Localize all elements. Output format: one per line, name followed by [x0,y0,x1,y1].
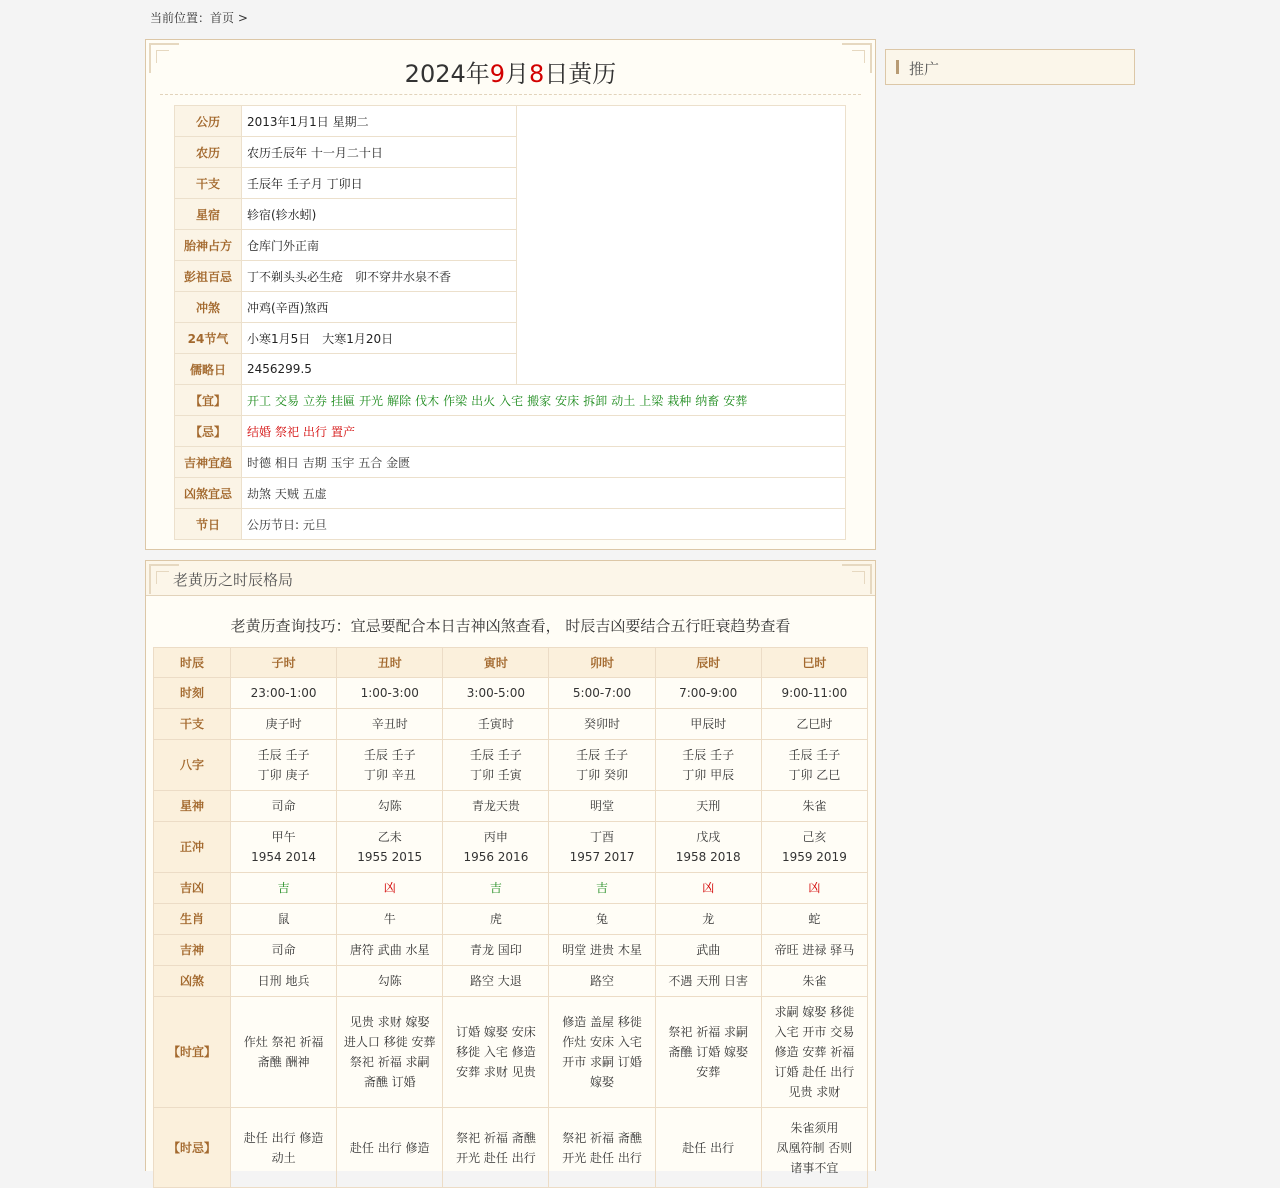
shichen-cell-line: 见贵 求财 [788,1085,841,1099]
shichen-cell [443,740,549,791]
shichen-cell-line: 壬辰 壬子 [363,748,416,762]
shichen-cell [337,740,443,791]
promo-title-bar [896,60,899,74]
shichen-cell-line: 斋醮 订婚 嫁娶 [668,1045,749,1059]
shichen-cell: 吉 [443,873,549,904]
shichen-row-label: 干支 [154,709,231,740]
shichen-cell-line: 1955 2015 [357,850,423,864]
info-label: 干支 [175,168,242,199]
shichen-panel-header [146,561,875,596]
info-label: 儒略日 [175,354,242,385]
shichen-cell-line: 开光 赴任 出行 [562,1150,642,1165]
info-value: 2013年1月1日 星期二 [242,106,517,137]
shichen-row-label: 八字 [154,740,231,791]
shichen-cell-line: 作灶 祭祀 祈福 [243,1035,324,1049]
yi-item: 搬家 [527,393,552,408]
shichen-cell [443,822,549,873]
shichen-cell-line: 安葬 求财 见贵 [456,1065,536,1079]
yi-item: 开光 [359,393,384,408]
shichen-cell-line: 作灶 安床 入宅 [562,1035,642,1049]
shichen-row [154,791,868,822]
shichen-cell-line: 开市 求嗣 订婚 [562,1055,642,1069]
shichen-cell: 鼠 [231,904,337,935]
shichen-row [154,678,868,709]
breadcrumb-separator: > [237,11,248,25]
shichen-cell-line: 丁卯 甲辰 [682,768,735,782]
yi-item: 立券 [303,393,328,408]
info-label: 公历 [175,106,242,137]
shichen-cell-line: 甲午 [271,830,296,844]
shichen-cell-line: 安葬 [696,1065,721,1079]
shichen-cell: 唐符 武曲 水星 [337,935,443,966]
shichen-row [154,966,868,997]
shichen-row-label: 吉凶 [154,873,231,904]
shichen-cell: 庚子时 [231,709,337,740]
shichen-cell-line: 乙未 [377,830,402,844]
breadcrumb-prefix: 当前位置： [150,11,211,25]
yi-item: 上梁 [639,393,664,408]
corner-ornament-left [149,564,179,594]
corner-ornament-right [842,564,872,594]
shichen-cell: 司命 [231,935,337,966]
shichen-cell: 日刑 地兵 [231,966,337,997]
page-title: 2024年9月8日黄历 [404,60,617,88]
shichen-cell: 3:00-5:00 [443,678,549,709]
ji-item: 置产 [331,424,356,439]
shichen-row [154,1108,868,1188]
yi-item: 解除 [387,393,412,408]
ji-list [242,416,846,447]
info-value: 仓库门外正南 [242,230,517,261]
shichen-cell-line: 赴任 出行 [682,1140,735,1155]
shichen-cell-line: 祭祀 祈福 斋醮 [456,1130,536,1145]
ji-item: 出行 [303,424,328,439]
yi-label: 【宜】 [175,385,242,416]
shichen-cell-line: 移徙 入宅 修造 [456,1045,536,1059]
shichen-cell-line: 1954 2014 [251,850,317,864]
info-value: 轸宿(轸水蚓) [242,199,517,230]
shichen-cell-line: 壬辰 壬子 [576,748,628,762]
shichen-header-col: 巳时 [761,648,867,678]
yi-item: 入宅 [499,393,524,408]
shichen-cell-line: 丁卯 辛丑 [363,768,416,782]
shichen-panel [145,560,876,1175]
shichen-cell [549,1108,655,1188]
promo-title: 推广 [909,60,940,78]
shichen-cell-line: 1956 2016 [463,850,529,864]
shichen-cell: 凶 [337,873,443,904]
shichen-cell: 蛇 [761,904,867,935]
shichen-cell: 1:00-3:00 [337,678,443,709]
shichen-cell: 虎 [443,904,549,935]
jishen-value: 时德 相日 吉期 玉宇 五合 金匮 [242,447,846,478]
shichen-cell-line: 壬辰 壬子 [682,748,735,762]
shichen-cell [761,740,867,791]
shichen-cell-line: 1959 2019 [781,850,847,864]
yi-item: 出火 [471,393,496,408]
shichen-cell: 兔 [549,904,655,935]
shichen-row-label: 【时忌】 [154,1108,231,1188]
shichen-cell-line: 诸事不宜 [790,1160,839,1175]
shichen-cell: 5:00-7:00 [549,678,655,709]
shichen-cell-line: 祭祀 祈福 斋醮 [562,1130,642,1145]
shichen-cell-line: 己亥 [802,830,827,844]
info-row-jieri [175,509,846,540]
shichen-cell [443,997,549,1108]
shichen-cell: 23:00-1:00 [231,678,337,709]
shichen-row-label: 【时宜】 [154,997,231,1108]
shichen-row [154,997,868,1108]
info-label: 24节气 [175,323,242,354]
info-row-gongli [175,106,846,137]
shichen-cell [231,740,337,791]
shichen-header-row [154,648,868,678]
promo-box [885,49,1135,85]
shichen-panel-title: 老黄历之时辰格局 [173,571,294,589]
shichen-cell-line: 赴任 出行 修造 [349,1140,430,1155]
breadcrumb-home-link[interactable]: 首页 [210,11,235,25]
shichen-cell-line: 丁卯 乙巳 [788,768,841,782]
shichen-cell-line: 凤凰符制 否则 [776,1140,853,1155]
shichen-row-label: 生肖 [154,904,231,935]
shichen-cell-line: 丁卯 癸卯 [576,768,628,782]
shichen-header-col: 子时 [231,648,337,678]
info-blank-area [517,106,846,385]
yi-item: 安床 [555,393,580,408]
shichen-cell: 乙巳时 [761,709,867,740]
shichen-cell: 勾陈 [337,966,443,997]
shichen-row-label: 正冲 [154,822,231,873]
shichen-row-label: 时刻 [154,678,231,709]
shichen-cell [549,740,655,791]
shichen-cell-line: 开光 赴任 出行 [456,1150,536,1165]
yi-item: 交易 [275,393,300,408]
info-value: 丁不剃头头必生疮 卯不穿井水泉不香 [242,261,517,292]
shichen-row [154,935,868,966]
yi-list [242,385,846,416]
shichen-header-col: 寅时 [443,648,549,678]
shichen-body [154,678,868,1188]
shichen-cell-line: 嫁娶 [590,1075,615,1089]
shichen-cell: 勾陈 [337,791,443,822]
yi-item: 挂匾 [331,393,356,408]
shichen-cell-line: 壬辰 壬子 [788,748,841,762]
shichen-cell: 武曲 [655,935,761,966]
info-row-yi [175,385,846,416]
shichen-header-col: 辰时 [655,648,761,678]
shichen-row [154,709,868,740]
info-value: 壬辰年 壬子月 丁卯日 [242,168,517,199]
shichen-cell [655,740,761,791]
shichen-cell: 朱雀 [761,791,867,822]
shichen-cell-line: 朱雀须用 [790,1120,839,1135]
title-divider [160,94,861,95]
almanac-panel [145,39,876,550]
yi-item: 安葬 [723,393,748,408]
shichen-cell-line: 壬辰 壬子 [469,748,522,762]
shichen-cell: 路空 [549,966,655,997]
shichen-cell [231,997,337,1108]
yi-item: 开工 [247,393,272,408]
query-tip: 老黄历查询技巧：宜忌要配合本日吉神凶煞查看， 时辰吉凶要结合五行旺衰趋势查看 [230,617,791,635]
shichen-cell: 不遇 天刑 日害 [655,966,761,997]
info-value: 冲鸡(辛酉)煞西 [242,292,517,323]
jishen-label: 吉神宜趋 [175,447,242,478]
info-label: 农历 [175,137,242,168]
xiongsha-label: 凶煞宜忌 [175,478,242,509]
shichen-cell: 7:00-9:00 [655,678,761,709]
shichen-cell: 壬寅时 [443,709,549,740]
shichen-cell [231,1108,337,1188]
shichen-cell-line: 戊戌 [696,830,721,844]
yi-item: 纳畜 [695,393,720,408]
jieri-value: 公历节日: 元旦 [242,509,846,540]
shichen-cell-line: 求嗣 嫁娶 移徙 [774,1005,855,1019]
yi-item: 动土 [611,393,636,408]
shichen-header-col: 丑时 [337,648,443,678]
shichen-cell: 凶 [761,873,867,904]
shichen-cell: 明堂 进贵 木星 [549,935,655,966]
shichen-cell: 青龙 国印 [443,935,549,966]
shichen-cell: 甲辰时 [655,709,761,740]
shichen-cell: 吉 [231,873,337,904]
shichen-cell: 青龙天贵 [443,791,549,822]
shichen-cell [761,1108,867,1188]
yi-item: 伐木 [415,393,440,408]
shichen-cell: 凶 [655,873,761,904]
ji-item: 结婚 [247,424,272,439]
shichen-row [154,873,868,904]
breadcrumb [150,9,248,26]
shichen-cell [337,822,443,873]
info-label: 冲煞 [175,292,242,323]
shichen-header-label: 时辰 [154,648,231,678]
info-value: 农历壬辰年 十一月二十日 [242,137,517,168]
shichen-cell-line: 丁酉 [590,830,615,844]
shichen-cell: 明堂 [549,791,655,822]
shichen-cell-line: 订婚 嫁娶 安床 [456,1025,536,1039]
shichen-cell: 天刑 [655,791,761,822]
almanac-info-table [174,105,846,540]
shichen-cell [761,997,867,1108]
shichen-row-label: 星神 [154,791,231,822]
xiongsha-value: 劫煞 天贼 五虚 [242,478,846,509]
shichen-cell [443,1108,549,1188]
shichen-cell-line: 丁卯 庚子 [257,768,310,782]
shichen-cell: 9:00-11:00 [761,678,867,709]
info-label: 胎神占方 [175,230,242,261]
shichen-cell: 牛 [337,904,443,935]
shichen-cell-line: 订婚 赴任 出行 [774,1065,855,1079]
yi-item: 作梁 [443,393,468,408]
shichen-cell-line: 斋醮 酬神 [257,1055,310,1069]
shichen-row-label: 凶煞 [154,966,231,997]
shichen-header-col: 卯时 [549,648,655,678]
shichen-cell: 辛丑时 [337,709,443,740]
shichen-cell [231,822,337,873]
shichen-cell-line: 赴任 出行 修造 [243,1130,324,1145]
jieri-label: 节日 [175,509,242,540]
info-value: 2456299.5 [242,354,517,385]
shichen-cell-line: 见贵 求财 嫁娶 [349,1015,430,1029]
shichen-cell [655,997,761,1108]
shichen-cell-line: 进人口 移徙 安葬 [343,1035,436,1049]
shichen-cell-line: 1958 2018 [675,850,741,864]
info-row-jishen [175,447,846,478]
shichen-cell [655,1108,761,1188]
shichen-row [154,822,868,873]
shichen-cell-line: 动土 [271,1150,296,1165]
info-label: 星宿 [175,199,242,230]
shichen-cell [549,997,655,1108]
shichen-cell: 司命 [231,791,337,822]
info-label: 彭祖百忌 [175,261,242,292]
shichen-cell: 朱雀 [761,966,867,997]
shichen-row [154,904,868,935]
shichen-cell-line: 丁卯 壬寅 [469,768,522,782]
shichen-cell-line: 祭祀 祈福 求嗣 [668,1025,749,1039]
shichen-cell: 路空 大退 [443,966,549,997]
shichen-cell-line: 入宅 开市 交易 [774,1025,855,1039]
ji-item: 祭祀 [275,424,300,439]
shichen-row [154,740,868,791]
info-row-xiongsha [175,478,846,509]
shichen-cell: 癸卯时 [549,709,655,740]
shichen-cell [761,822,867,873]
yi-item: 栽种 [667,393,692,408]
shichen-cell: 吉 [549,873,655,904]
info-row-ji [175,416,846,447]
ji-label: 【忌】 [175,416,242,447]
shichen-cell-line: 祭祀 祈福 求嗣 [349,1055,430,1069]
shichen-cell: 龙 [655,904,761,935]
shichen-cell-line: 1957 2017 [569,850,635,864]
shichen-table [153,647,868,1188]
shichen-cell-line: 修造 盖屋 移徙 [562,1015,642,1029]
yi-item: 拆卸 [583,393,608,408]
shichen-cell [549,822,655,873]
shichen-row-label: 吉神 [154,935,231,966]
shichen-cell-line: 斋醮 订婚 [363,1075,416,1089]
shichen-cell-line: 丙申 [483,830,508,844]
shichen-cell [337,997,443,1108]
shichen-cell [337,1108,443,1188]
shichen-cell: 帝旺 进禄 驿马 [761,935,867,966]
shichen-cell-line: 修造 安葬 祈福 [774,1045,855,1059]
shichen-cell-line: 壬辰 壬子 [257,748,310,762]
shichen-cell [655,822,761,873]
info-value: 小寒1月5日 大寒1月20日 [242,323,517,354]
